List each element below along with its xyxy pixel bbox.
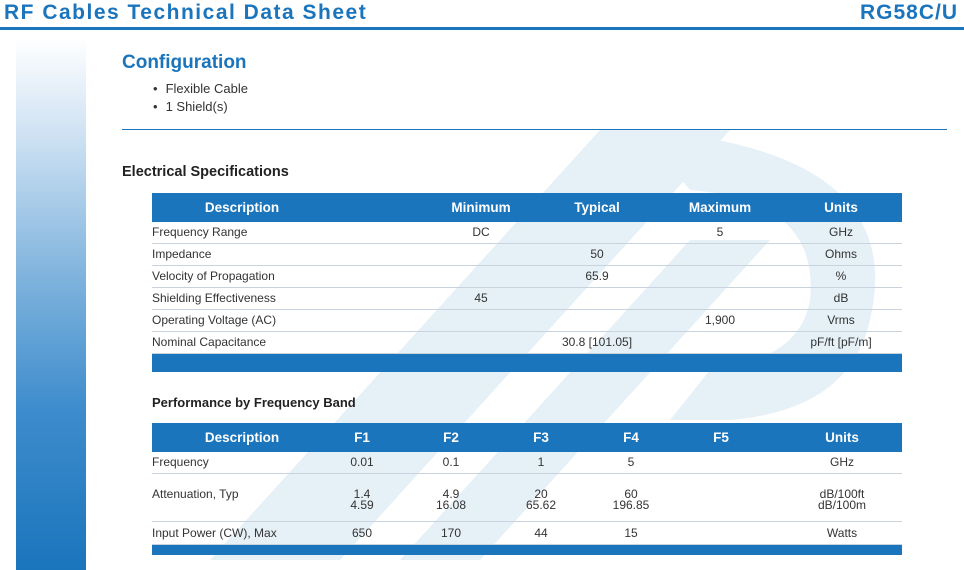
table-cell: 1 [537, 455, 545, 469]
column-header: F2 [443, 430, 459, 445]
configuration-item: • 1 Shield(s) [153, 98, 248, 116]
table-cell: GHz [829, 225, 853, 239]
table-cell: 16.08 [435, 498, 467, 512]
column-header: Units [825, 430, 859, 445]
table-cell: 1,900 [704, 313, 736, 327]
table-cell: 170 [440, 526, 462, 540]
column-header: Typical [574, 200, 620, 215]
column-header: F4 [623, 430, 639, 445]
table-cell: 4.59 [350, 498, 374, 512]
table-footer-bar [152, 545, 902, 555]
table-row [152, 474, 902, 501]
column-header: Units [824, 200, 858, 215]
side-gradient-bar [16, 38, 86, 570]
table-header [152, 423, 902, 452]
table-cell: Ohms [824, 247, 858, 261]
table-cell: % [835, 269, 847, 283]
table-cell: Velocity of Propagation [152, 269, 275, 283]
table-cell: 196.85 [612, 498, 650, 512]
header-rule [0, 27, 964, 30]
table-cell: Input Power (CW), Max [152, 526, 277, 540]
table-cell: 30.8 [101.05] [561, 335, 633, 349]
table-cell: Frequency [152, 455, 209, 469]
table-row [152, 332, 902, 354]
table-row [152, 522, 902, 545]
table-cell: 0.1 [442, 455, 460, 469]
configuration-heading: Configuration [122, 52, 247, 73]
table-cell: 45 [474, 291, 488, 305]
table-row [152, 310, 902, 332]
table-cell: dB [833, 291, 849, 305]
table-cell: 15 [624, 526, 638, 540]
configuration-list [153, 80, 248, 116]
table-cell: 650 [351, 526, 373, 540]
table-cell: 5 [716, 225, 724, 239]
table-row [152, 288, 902, 310]
column-header: Description [204, 200, 280, 215]
configuration-item: • Flexible Cable [153, 80, 248, 98]
table-footer-bar [152, 354, 902, 372]
table-cell: Operating Voltage (AC) [152, 313, 277, 327]
column-header: Minimum [451, 200, 511, 215]
part-number: RG58C/U [859, 1, 958, 24]
performance-heading: Performance by Frequency Band [152, 395, 356, 410]
table-cell: 5 [627, 455, 635, 469]
table-row [152, 244, 902, 266]
table-cell: Shielding Effectiveness [152, 291, 276, 305]
table-cell: Nominal Capacitance [152, 335, 267, 349]
electrical-specs-heading: Electrical Specifications [122, 164, 289, 180]
table-cell: 65.62 [525, 498, 557, 512]
electrical-specs-table [152, 193, 902, 372]
table-cell: 4.9 [442, 487, 460, 501]
performance-table [152, 423, 902, 555]
table-cell: 20 [534, 487, 548, 501]
table-cell: 50 [590, 247, 604, 261]
table-cell: Frequency Range [152, 225, 248, 239]
section-divider [122, 129, 947, 130]
table-cell: DC [472, 225, 490, 239]
table-row [152, 222, 902, 244]
table-cell: 0.01 [350, 455, 374, 469]
table-cell: 65.9 [585, 269, 609, 283]
document-title: RF Cables Technical Data Sheet [4, 1, 368, 24]
table-row [152, 496, 902, 522]
column-header: Maximum [688, 200, 752, 215]
table-row [152, 266, 902, 288]
table-row [152, 452, 902, 474]
table-cell: dB/100m [817, 498, 867, 512]
table-cell: pF/ft [pF/m] [810, 335, 872, 349]
column-header: F1 [354, 430, 370, 445]
column-header: F3 [533, 430, 549, 445]
table-cell: Watts [826, 526, 858, 540]
table-cell: 44 [534, 526, 548, 540]
table-cell: GHz [830, 455, 854, 469]
column-header: F5 [713, 430, 729, 445]
column-header: Description [204, 430, 280, 445]
table-cell: Impedance [152, 247, 212, 261]
table-cell: 60 [624, 487, 638, 501]
table-cell: 1.4 [353, 487, 371, 501]
table-cell: Vrms [827, 313, 855, 327]
table-header [152, 193, 902, 222]
table-cell: Attenuation, Typ [152, 487, 239, 501]
table-cell: dB/100ft [819, 487, 865, 501]
